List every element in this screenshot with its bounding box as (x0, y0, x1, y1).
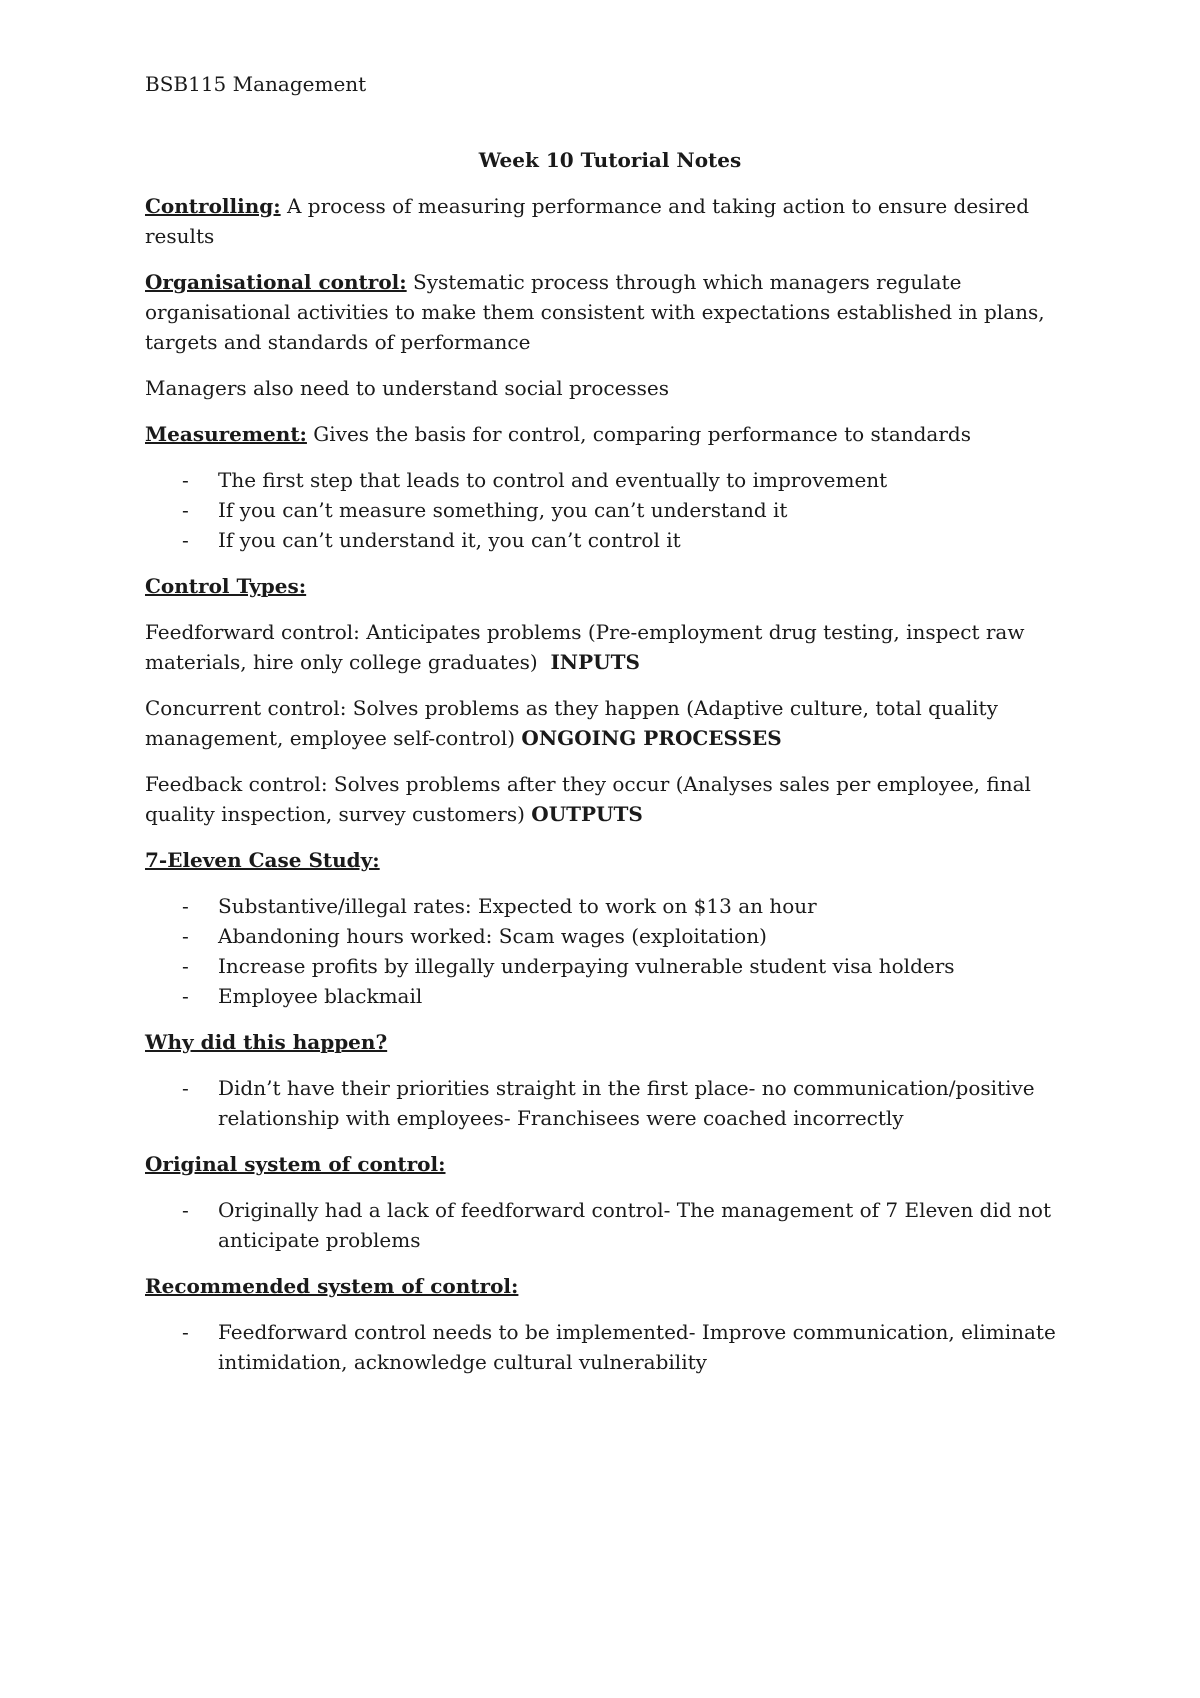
list-item-text: Abandoning hours worked: Scam wages (exploitation) (218, 924, 767, 948)
list-item (145, 981, 1075, 1011)
list-item-text: Didn’t have their priorities straight in the first place- no communication/positive relationship with employees- Franchisees were coached incorrectly (218, 1076, 1035, 1130)
feedforward-tag: INPUTS (550, 650, 640, 674)
org-control-definition (145, 267, 1075, 357)
feedback-control (145, 769, 1075, 829)
dash-bullet-icon: - (182, 468, 189, 492)
feedforward-control (145, 617, 1075, 677)
dash-bullet-icon: - (182, 924, 189, 948)
controlling-definition (145, 191, 1075, 251)
list-item-text: Substantive/illegal rates: Expected to work on $13 an hour (218, 894, 817, 918)
original-control-list (145, 1195, 1075, 1255)
dash-bullet-icon: - (182, 498, 189, 522)
list-item-text: If you can’t understand it, you can’t control it (218, 528, 681, 552)
dash-bullet-icon: - (182, 984, 189, 1008)
dash-bullet-icon: - (182, 528, 189, 552)
controlling-text: A process of measuring performance and taking action to ensure desired results (145, 194, 1030, 248)
recommended-control-heading: Recommended system of control: (145, 1274, 519, 1298)
dash-bullet-icon: - (182, 894, 189, 918)
why-list (145, 1073, 1075, 1133)
feedback-tag: OUTPUTS (531, 802, 643, 826)
document-title: Week 10 Tutorial Notes (478, 148, 742, 172)
controlling-term: Controlling: (145, 194, 281, 218)
social-processes-note: Managers also need to understand social processes (145, 376, 670, 400)
recommended-control-list (145, 1317, 1075, 1377)
list-item (145, 921, 1075, 951)
concurrent-control (145, 693, 1075, 753)
measurement-list (145, 465, 1075, 555)
org-control-term: Organisational control: (145, 270, 407, 294)
case-study-heading: 7-Eleven Case Study: (145, 848, 380, 872)
document-body (145, 145, 1075, 1393)
list-item-text: If you can’t measure something, you can’t understand it (218, 498, 788, 522)
original-control-heading: Original system of control: (145, 1152, 446, 1176)
concurrent-text: Concurrent control: Solves problems as they happen (Adaptive culture, total quality management, employee self-control) (145, 696, 998, 750)
list-item (145, 495, 1075, 525)
case-study-list (145, 891, 1075, 1011)
list-item (145, 1317, 1075, 1377)
list-item (145, 525, 1075, 555)
concurrent-tag: ONGOING PROCESSES (521, 726, 782, 750)
feedforward-text: Feedforward control: Anticipates problems (Pre-employment drug testing, inspect raw materials, hire only college graduates) (145, 620, 1025, 674)
list-item (145, 465, 1075, 495)
feedback-text: Feedback control: Solves problems after they occur (Analyses sales per employee, final quality inspection, survey customers) (145, 772, 1031, 826)
list-item (145, 951, 1075, 981)
page-header: BSB115 Management (145, 72, 367, 96)
measurement-text: Gives the basis for control, comparing performance to standards (306, 422, 971, 446)
measurement-definition (145, 419, 1075, 449)
list-item-text: Originally had a lack of feedforward control- The management of 7 Eleven did not anticipate problems (218, 1198, 1051, 1252)
list-item-text: Feedforward control needs to be implemented- Improve communication, eliminate intimidation, acknowledge cultural vulnerability (218, 1320, 1056, 1374)
list-item-text: Employee blackmail (218, 984, 423, 1008)
list-item-text: Increase profits by illegally underpaying vulnerable student visa holders (218, 954, 955, 978)
list-item (145, 1195, 1075, 1255)
org-control-text: Systematic process through which managers regulate organisational activities to make them consistent with expectations established in plans, targets and standards of performance (145, 270, 1045, 354)
list-item (145, 891, 1075, 921)
dash-bullet-icon: - (182, 1320, 189, 1344)
why-heading: Why did this happen? (145, 1030, 388, 1054)
dash-bullet-icon: - (182, 1076, 189, 1100)
measurement-term: Measurement: (145, 422, 307, 446)
dash-bullet-icon: - (182, 954, 189, 978)
dash-bullet-icon: - (182, 1198, 189, 1222)
list-item (145, 1073, 1075, 1133)
list-item-text: The first step that leads to control and eventually to improvement (218, 468, 888, 492)
control-types-heading: Control Types: (145, 574, 307, 598)
